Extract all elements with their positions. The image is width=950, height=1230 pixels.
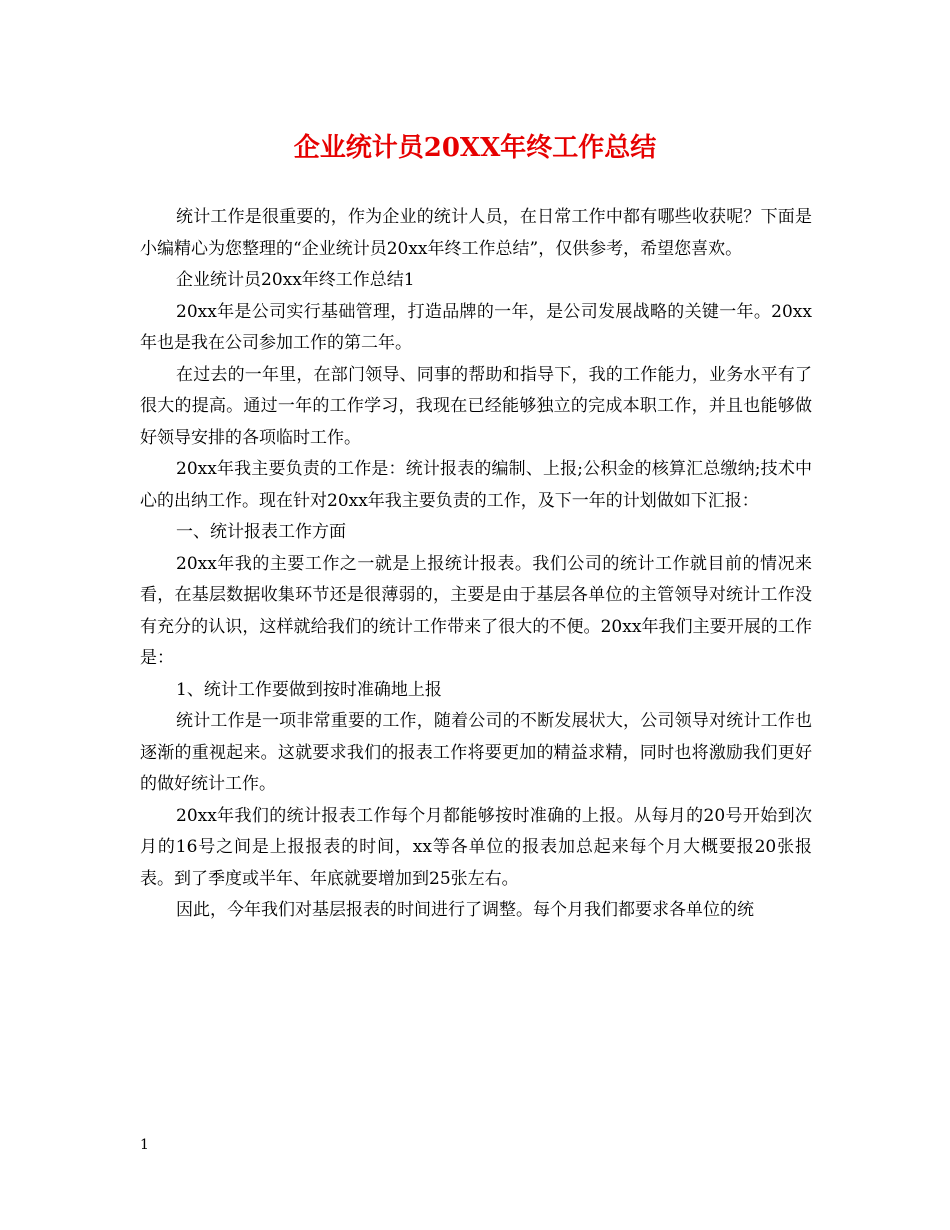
paragraph: 统计工作是一项非常重要的工作，随着公司的不断发展状大，公司领导对统计工作也逐渐的重视起来。这就要求我们的报表工作将要更加的精益求精，同时也将激励我们更好的做好统计工作。 [140,711,812,794]
paragraph: 因此，今年我们对基层报表的时间进行了调整。每个月我们都要求各单位的统 [176,900,754,920]
paragraph: 20xx年我们的统计报表工作每个月都能够按时准确的上报。从每月的20号开始到次月的16号之间是上报报表的时间，xx等各单位的报表加总起来每个月大概要报20张报表。到了季度或半年、年底就要增加到25张左右。 [140,805,812,889]
paragraph: 20xx年我主要负责的工作是：统计报表的编制、上报;公积金的核算汇总缴纳;技术中心的出纳工作。现在针对20xx年我主要负责的工作，及下一年的计划做如下汇报： [140,459,812,511]
paragraph: 20xx年是公司实行基础管理，打造品牌的一年，是公司发展战略的关键一年。20xx年也是我在公司参加工作的第二年。 [140,301,812,353]
paragraph: 20xx年我的主要工作之一就是上报统计报表。我们公司的统计工作就目前的情况来看，在基层数据收集环节还是很薄弱的，主要是由于基层各单位的主管领导对统计工作没有充分的认识，这样就给我们的统计工作带来了很大的不便。20xx年我们主要开展的工作是： [140,553,812,668]
page-number: 1 [140,1137,149,1153]
document-body [140,202,812,927]
document-title: 企业统计员20XX年终工作总结 [293,133,657,163]
paragraph: 在过去的一年里，在部门领导、同事的帮助和指导下，我的工作能力，业务水平有了很大的提高。通过一年的工作学习，我现在已经能够独立的完成本职工作，并且也能够做好领导安排的各项临时工作。 [140,364,812,448]
paragraph-subtitle: 企业统计员20xx年终工作总结1 [176,270,415,290]
paragraph-intro: 统计工作是很重要的，作为企业的统计人员，在日常工作中都有哪些收获呢？下面是小编精心为您整理的“企业统计员20xx年终工作总结”，仅供参考，希望您喜欢。 [140,207,812,259]
subsection-heading: 1、统计工作要做到按时准确地上报 [176,679,442,700]
section-heading: 一、统计报表工作方面 [176,522,346,542]
